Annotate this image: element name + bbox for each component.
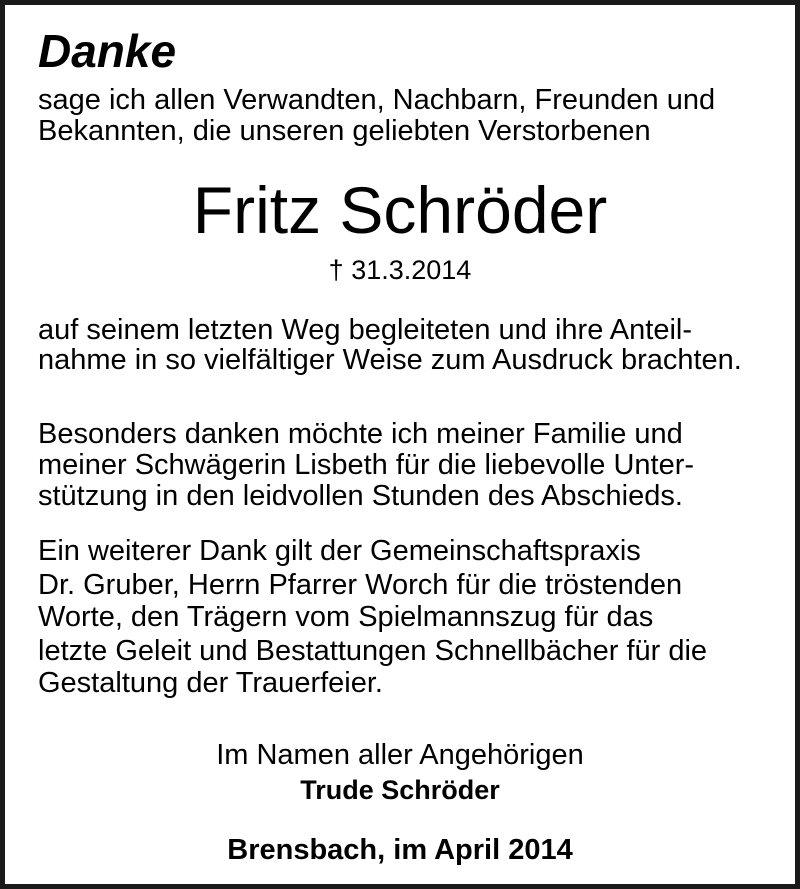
paragraph-line: Ein weiterer Dank gilt der Gemeinschaftspraxis [38, 535, 641, 567]
death-date: † 31.3.2014 [328, 255, 472, 285]
paragraph-line: letzte Geleit und Bestattungen Schnellbächer für die [38, 635, 708, 667]
notice-title: Danke [38, 25, 177, 77]
paragraph-line: auf seinem letzten Weg begleiteten und ihre Anteil- [38, 314, 692, 346]
signature-name: Trude Schröder [300, 775, 500, 805]
intro-line: Bekannten, die unseren geliebten Verstorbenen [38, 115, 651, 147]
paragraph-line: stützung in den leidvollen Stunden des Abschieds. [38, 480, 683, 512]
signature-line: Im Namen aller Angehörigen [216, 739, 584, 771]
place-date: Brensbach, im April 2014 [227, 834, 573, 866]
deceased-name: Fritz Schröder [192, 173, 608, 247]
intro-line: sage ich allen Verwandten, Nachbarn, Freunden und [38, 84, 716, 116]
paragraph-line: Worte, den Trägern vom Spielmannszug für das [38, 601, 654, 633]
paragraph-line: Dr. Gruber, Herrn Pfarrer Worch für die tröstenden [38, 569, 683, 601]
paragraph-line: nahme in so vielfältiger Weise zum Ausdruck brachten. [38, 344, 742, 376]
paragraph-line: Besonders danken möchte ich meiner Familie und [38, 418, 683, 450]
paragraph-line: Gestaltung der Trauerfeier. [38, 667, 383, 699]
paragraph-line: meiner Schwägerin Lisbeth für die liebevolle Unter- [38, 449, 695, 481]
